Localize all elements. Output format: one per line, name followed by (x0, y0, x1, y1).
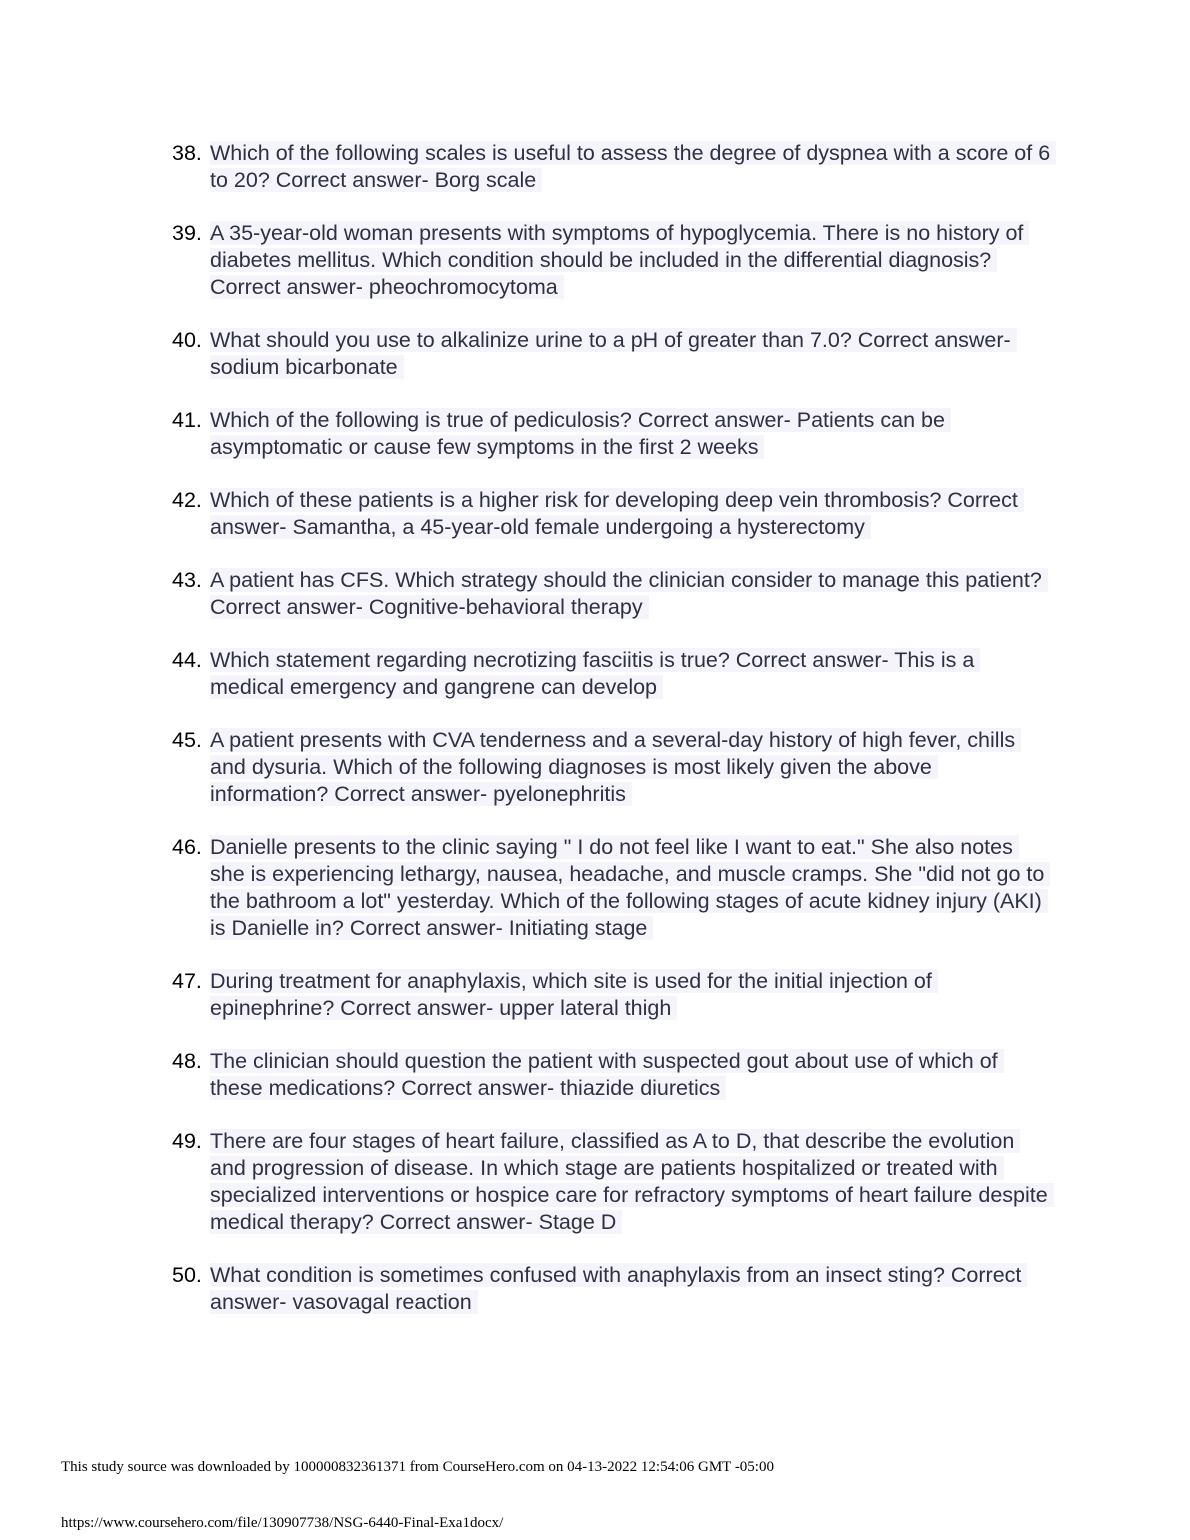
list-item (172, 220, 1052, 301)
list-item (172, 140, 1052, 194)
question-text: Which statement regarding necrotizing fasciitis is true? Correct answer- This is a medical emergency and gangrene can develop (210, 647, 1052, 701)
question-number: 42. (172, 488, 202, 512)
question-text: Which of these patients is a higher risk for developing deep vein thrombosis? Correct answer- Samantha, a 45-year-old female undergoing a hysterectomy (210, 487, 1052, 541)
download-notice: This study source was downloaded by 100000832361371 from CourseHero.com on 04-13-2022 12:54:06 GMT -05:00 (61, 1459, 774, 1475)
question-text: A 35-year-old woman presents with symptoms of hypoglycemia. There is no history of diabetes mellitus. Which condition should be included in the differential diagnosis? Correct answer- pheochromocytoma (210, 220, 1052, 301)
question-text: A patient has CFS. Which strategy should the clinician consider to manage this patient? Correct answer- Cognitive-behavioral therapy (210, 567, 1052, 621)
question-number: 45. (172, 728, 202, 752)
list-item (172, 1048, 1052, 1102)
question-number: 43. (172, 568, 202, 592)
list-item (172, 968, 1052, 1022)
question-number: 46. (172, 835, 202, 859)
question-number: 49. (172, 1129, 202, 1153)
list-item (172, 647, 1052, 701)
question-number: 38. (172, 141, 202, 165)
list-item (172, 327, 1052, 381)
list-item (172, 1262, 1052, 1316)
question-number: 50. (172, 1263, 202, 1287)
question-text: Which of the following is true of pediculosis? Correct answer- Patients can be asymptomatic or cause few symptoms in the first 2 weeks (210, 407, 1052, 461)
question-number: 41. (172, 408, 202, 432)
question-text: A patient presents with CVA tenderness and a several-day history of high fever, chills and dysuria. Which of the following diagnoses is most likely given the above information? Correct answer- pyelonephritis (210, 727, 1052, 808)
question-text: What condition is sometimes confused with anaphylaxis from an insect sting? Correct answer- vasovagal reaction (210, 1262, 1052, 1316)
question-text: There are four stages of heart failure, classified as A to D, that describe the evolution and progression of disease. In which stage are patients hospitalized or treated with specialized interventions or hospice care for refractory symptoms of heart failure despite medical therapy? Correct answer- Stage D (210, 1128, 1052, 1236)
question-number: 44. (172, 648, 202, 672)
question-text: Danielle presents to the clinic saying " I do not feel like I want to eat." She also notes she is experiencing lethargy, nausea, headache, and muscle cramps. She "did not go to the bathroom a lot" yesterday. Which of the following stages of acute kidney injury (AKI) is Danielle in? Correct answer- Initiating stage (210, 834, 1052, 942)
list-item (172, 1128, 1052, 1236)
list-item (172, 727, 1052, 808)
question-number: 39. (172, 221, 202, 245)
list-item (172, 487, 1052, 541)
question-number: 48. (172, 1049, 202, 1073)
question-list (172, 140, 1052, 1342)
source-url: https://www.coursehero.com/file/130907738/NSG-6440-Final-Exa1docx/ (61, 1515, 504, 1531)
question-text: Which of the following scales is useful to assess the degree of dyspnea with a score of 6 to 20? Correct answer- Borg scale (210, 140, 1052, 194)
question-number: 40. (172, 328, 202, 352)
question-text: The clinician should question the patient with suspected gout about use of which of these medications? Correct answer- thiazide diuretics (210, 1048, 1052, 1102)
list-item (172, 834, 1052, 942)
question-text: During treatment for anaphylaxis, which site is used for the initial injection of epinephrine? Correct answer- upper lateral thigh (210, 968, 1052, 1022)
list-item (172, 407, 1052, 461)
list-item (172, 567, 1052, 621)
question-text: What should you use to alkalinize urine to a pH of greater than 7.0? Correct answer- sodium bicarbonate (210, 327, 1052, 381)
question-number: 47. (172, 969, 202, 993)
